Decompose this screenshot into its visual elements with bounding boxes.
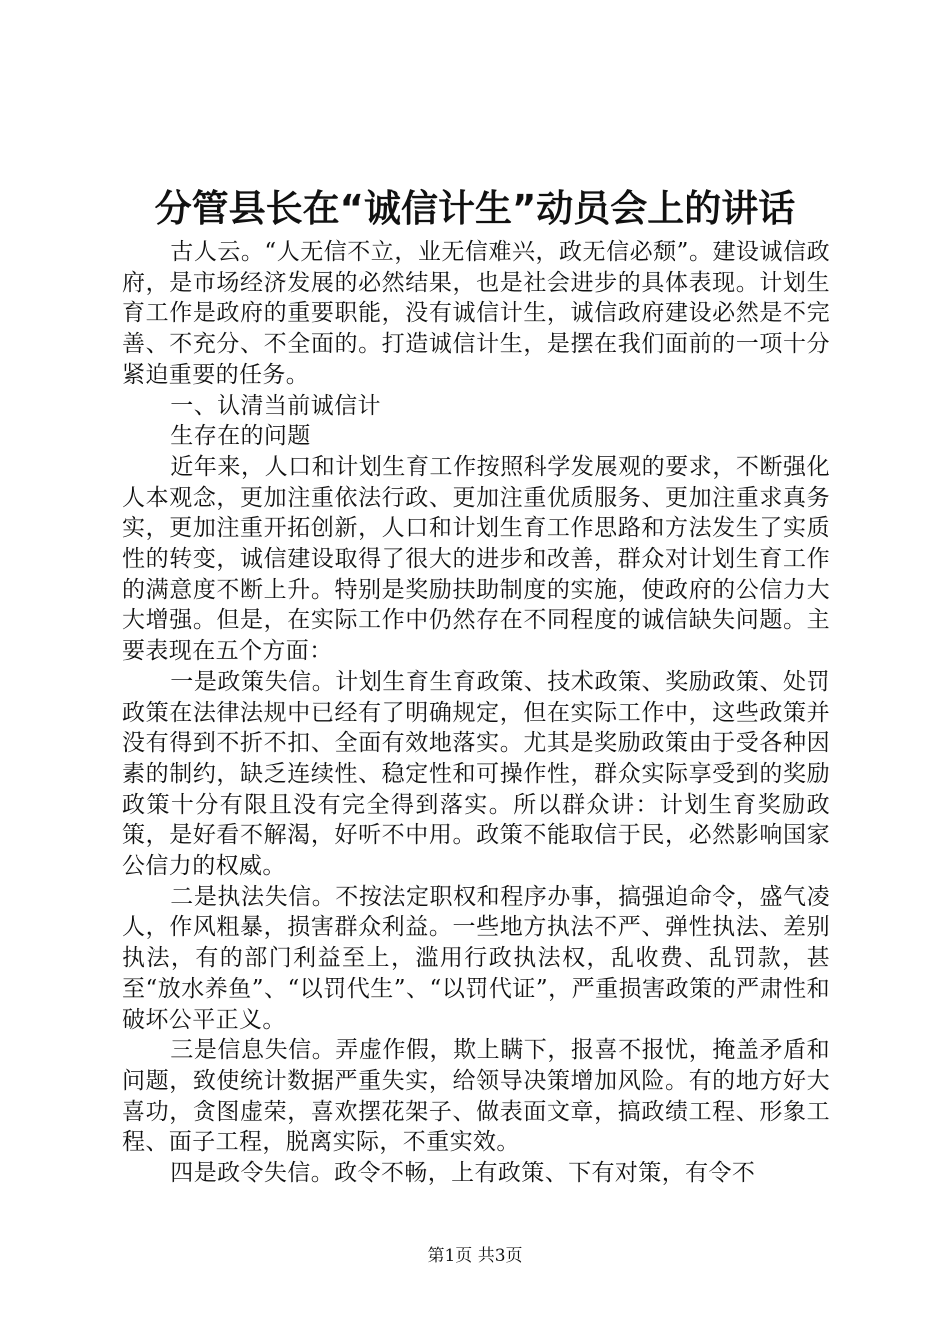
document-title: 分管县长在“诚信计生”动员会上的讲话 <box>154 187 796 230</box>
document-body <box>122 237 830 1189</box>
page-number-footer: 第1页 共3页 <box>427 1246 523 1266</box>
section-heading-1-cont: 生存在的问题 <box>170 423 311 450</box>
paragraph-intro: 古人云。“人无信不立，业无信难兴，政无信必颓”。建设诚信政府，是市场经济发展的必然结果，也是社会进步的具体表现。计划生育工作是政府的重要职能，没有诚信计生，诚信政府建设必然是不完善、不充分、不全面的。打造诚信计生，是摆在我们面前的一项十分紧迫重要的任务。 <box>122 239 830 388</box>
paragraph-overview: 近年来，人口和计划生育工作按照科学发展观的要求，不断强化人本观念，更加注重依法行政、更加注重优质服务、更加注重求真务实，更加注重开拓创新，人口和计划生育工作思路和方法发生了实质性的转变，诚信建设取得了很大的进步和改善，群众对计划生育工作的满意度不断上升。特别是奖励扶助制度的实施，使政府的公信力大大增强。但是，在实际工作中仍然存在不同程度的诚信缺失问题。主要表现在五个方面： <box>122 453 830 665</box>
paragraph-policy: 一是政策失信。计划生育生育政策、技术政策、奖励政策、处罚政策在法律法规中已经有了明确规定，但在实际工作中，这些政策并没有得到不折不扣、全面有效地落实。尤其是奖励政策由于受各种因素的制约，缺乏连续性、稳定性和可操作性，群众实际享受到的奖励政策十分有限且没有完全得到落实。所以群众讲：计划生育奖励政策，是好看不解渴，好听不中用。政策不能取信于民，必然影响国家公信力的权威。 <box>122 668 830 880</box>
paragraph-enforcement: 二是执法失信。不按法定职权和程序办事，搞强迫命令，盛气凌人，作风粗暴，损害群众利益。一些地方执法不严、弹性执法、差别执法，有的部门利益至上，滥用行政执法权，乱收费、乱罚款，甚至“放水养鱼”、“以罚代生”、“以罚代证”，严重损害政策的严肃性和破坏公平正义。 <box>122 883 830 1033</box>
section-heading-1: 一、认清当前诚信计 <box>170 392 381 419</box>
paragraph-information: 三是信息失信。弄虚作假，欺上瞒下，报喜不报忧，掩盖矛盾和问题，致使统计数据严重失实，给领导决策增加风险。有的地方好大喜功，贪图虚荣，喜欢摆花架子、做表面文章，搞政绩工程、形象工程、面子工程，脱离实际，不重实效。 <box>122 1037 830 1156</box>
paragraph-orders: 四是政令失信。政令不畅，上有政策、下有对策，有令不 <box>170 1160 756 1187</box>
